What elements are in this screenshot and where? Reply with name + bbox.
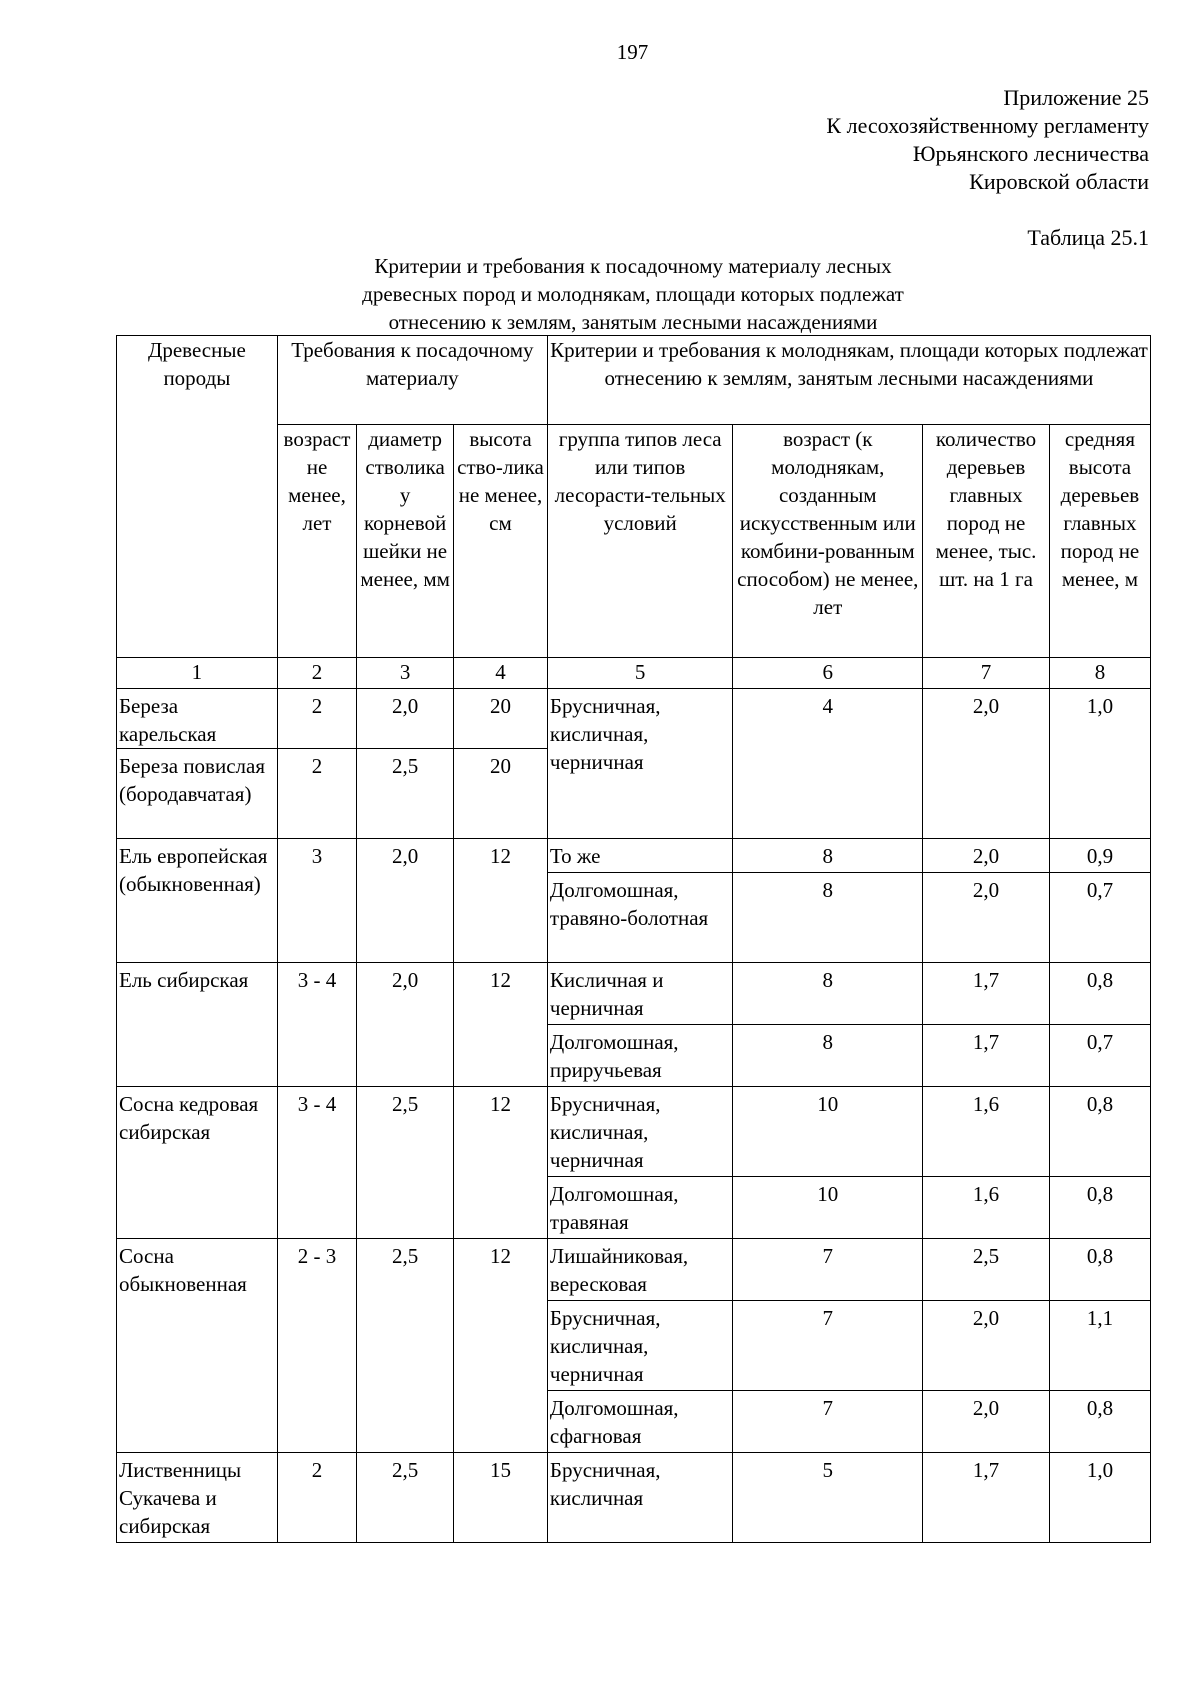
seedling-diameter: 2,0 [357,963,454,1087]
column-number: 2 [277,658,356,689]
tree-count: 2,0 [923,873,1050,963]
forest-type: То же [547,839,733,873]
column-number: 7 [923,658,1050,689]
forest-type: Долгомошная, травяная [547,1177,733,1239]
avg-height: 0,7 [1049,873,1150,963]
species-name: Береза карельская [117,689,278,749]
header-avg-height: средняя высота деревьев главных пород не менее, м [1049,425,1150,658]
header-forest-type: группа типов леса или типов лесорасти-тельных условий [547,425,733,658]
header-diameter: диаметр стволика у корневой шейки не менее, мм [357,425,454,658]
seedling-age: 2 [277,749,356,839]
avg-height: 0,8 [1049,1087,1150,1177]
table-row [117,839,1151,873]
tree-count: 2,0 [923,689,1050,839]
forest-type: Брусничная, кисличная [547,1453,733,1543]
avg-height: 1,0 [1049,689,1150,839]
header-age: возраст не менее, лет [277,425,356,658]
young-age: 7 [733,1391,923,1453]
avg-height: 0,8 [1049,1391,1150,1453]
seedling-age: 3 - 4 [277,963,356,1087]
tree-count: 1,7 [923,963,1050,1025]
header-planting-material: Требования к посадочному материалу [277,336,547,425]
seedling-diameter: 2,0 [357,839,454,963]
forest-type: Долгомошная, сфагновая [547,1391,733,1453]
seedling-age: 2 - 3 [277,1239,356,1453]
table-row [117,963,1151,1025]
seedling-diameter: 2,5 [357,749,454,839]
tree-count: 1,6 [923,1177,1050,1239]
young-age: 8 [733,873,923,963]
species-name: Сосна кедровая сибирская [117,1087,278,1239]
page-number: 197 [616,40,649,64]
planting-criteria-table [116,335,1151,1543]
table-label: Таблица 25.1 [1027,225,1149,250]
table-title-line: Критерии и требования к посадочному материалу лесных [374,254,892,278]
table-row [117,689,1151,749]
forest-type: Лишайниковая, вересковая [547,1239,733,1301]
header-tree-count: количество деревьев главных пород не менее, тыс. шт. на 1 га [923,425,1050,658]
seedling-height: 12 [454,839,548,963]
species-group [117,839,1151,963]
avg-height: 1,0 [1049,1453,1150,1543]
avg-height: 0,8 [1049,963,1150,1025]
seedling-height: 20 [454,749,548,839]
species-group [117,1239,1151,1453]
forest-type: Брусничная, кисличная, черничная [547,1301,733,1391]
species-group [117,689,1151,839]
young-age: 8 [733,839,923,873]
tree-count: 2,0 [923,1391,1050,1453]
forest-type: Долгомошная, приручьевая [547,1025,733,1087]
avg-height: 0,7 [1049,1025,1150,1087]
seedling-height: 12 [454,963,548,1087]
column-number: 5 [547,658,733,689]
seedling-height: 12 [454,1087,548,1239]
header-species: Древесные породы [117,336,278,658]
species-name: Береза повислая (бородавчатая) [117,749,278,839]
column-number: 8 [1049,658,1150,689]
avg-height: 0,8 [1049,1177,1150,1239]
table-row [117,1239,1151,1301]
header-height: высота ство-лика не менее, см [454,425,548,658]
table-title-line: древесных пород и молоднякам, площади которых подлежат [362,282,904,306]
tree-count: 2,0 [923,1301,1050,1391]
forest-type: Брусничная, кисличная, черничная [547,1087,733,1177]
young-age: 10 [733,1177,923,1239]
young-age: 4 [733,689,923,839]
appendix-reference [826,84,1149,196]
table-row [117,1453,1151,1543]
forest-type: Долгомошная, травяно-болотная [547,873,733,963]
appendix-line: Приложение 25 [1003,85,1149,110]
column-number: 3 [357,658,454,689]
young-age: 8 [733,963,923,1025]
young-age: 10 [733,1087,923,1177]
species-group [117,1453,1151,1543]
appendix-line: Кировской области [969,169,1149,194]
forest-type: Кисличная и черничная [547,963,733,1025]
table-title-line: отнесению к землям, занятым лесными насаждениями [388,310,878,334]
column-number: 4 [454,658,548,689]
seedling-diameter: 2,5 [357,1087,454,1239]
species-group [117,963,1151,1087]
column-number-row [117,658,1151,689]
table-header [117,336,1151,689]
species-name: Ель европейская (обыкновенная) [117,839,278,963]
tree-count: 1,7 [923,1025,1050,1087]
column-number: 1 [117,658,278,689]
avg-height: 1,1 [1049,1301,1150,1391]
tree-count: 1,7 [923,1453,1050,1543]
tree-count: 1,6 [923,1087,1050,1177]
seedling-height: 20 [454,689,548,749]
species-group [117,1087,1151,1239]
header-young-age: возраст (к молоднякам, созданным искусственным или комбини-рованным способом) не менее, лет [733,425,923,658]
species-name: Лиственницы Сукачева и сибирская [117,1453,278,1543]
seedling-age: 2 [277,689,356,749]
avg-height: 0,8 [1049,1239,1150,1301]
seedling-height: 15 [454,1453,548,1543]
table-row [117,1087,1151,1177]
seedling-diameter: 2,5 [357,1239,454,1453]
seedling-age: 3 [277,839,356,963]
tree-count: 2,5 [923,1239,1050,1301]
seedling-age: 2 [277,1453,356,1543]
seedling-diameter: 2,0 [357,689,454,749]
table-title [116,252,1150,336]
young-age: 8 [733,1025,923,1087]
species-name: Сосна обыкновенная [117,1239,278,1453]
seedling-diameter: 2,5 [357,1453,454,1543]
species-name: Ель сибирская [117,963,278,1087]
young-age: 7 [733,1239,923,1301]
column-number: 6 [733,658,923,689]
seedling-height: 12 [454,1239,548,1453]
appendix-line: Юрьянского лесничества [912,141,1149,166]
header-young-stands: Критерии и требования к молоднякам, площади которых подлежат отнесению к землям, занятым лесными насаждениями [547,336,1150,425]
appendix-line: К лесохозяйственному регламенту [826,113,1149,138]
young-age: 5 [733,1453,923,1543]
young-age: 7 [733,1301,923,1391]
tree-count: 2,0 [923,839,1050,873]
seedling-age: 3 - 4 [277,1087,356,1239]
forest-type: Брусничная, кисличная, черничная [547,689,733,839]
avg-height: 0,9 [1049,839,1150,873]
